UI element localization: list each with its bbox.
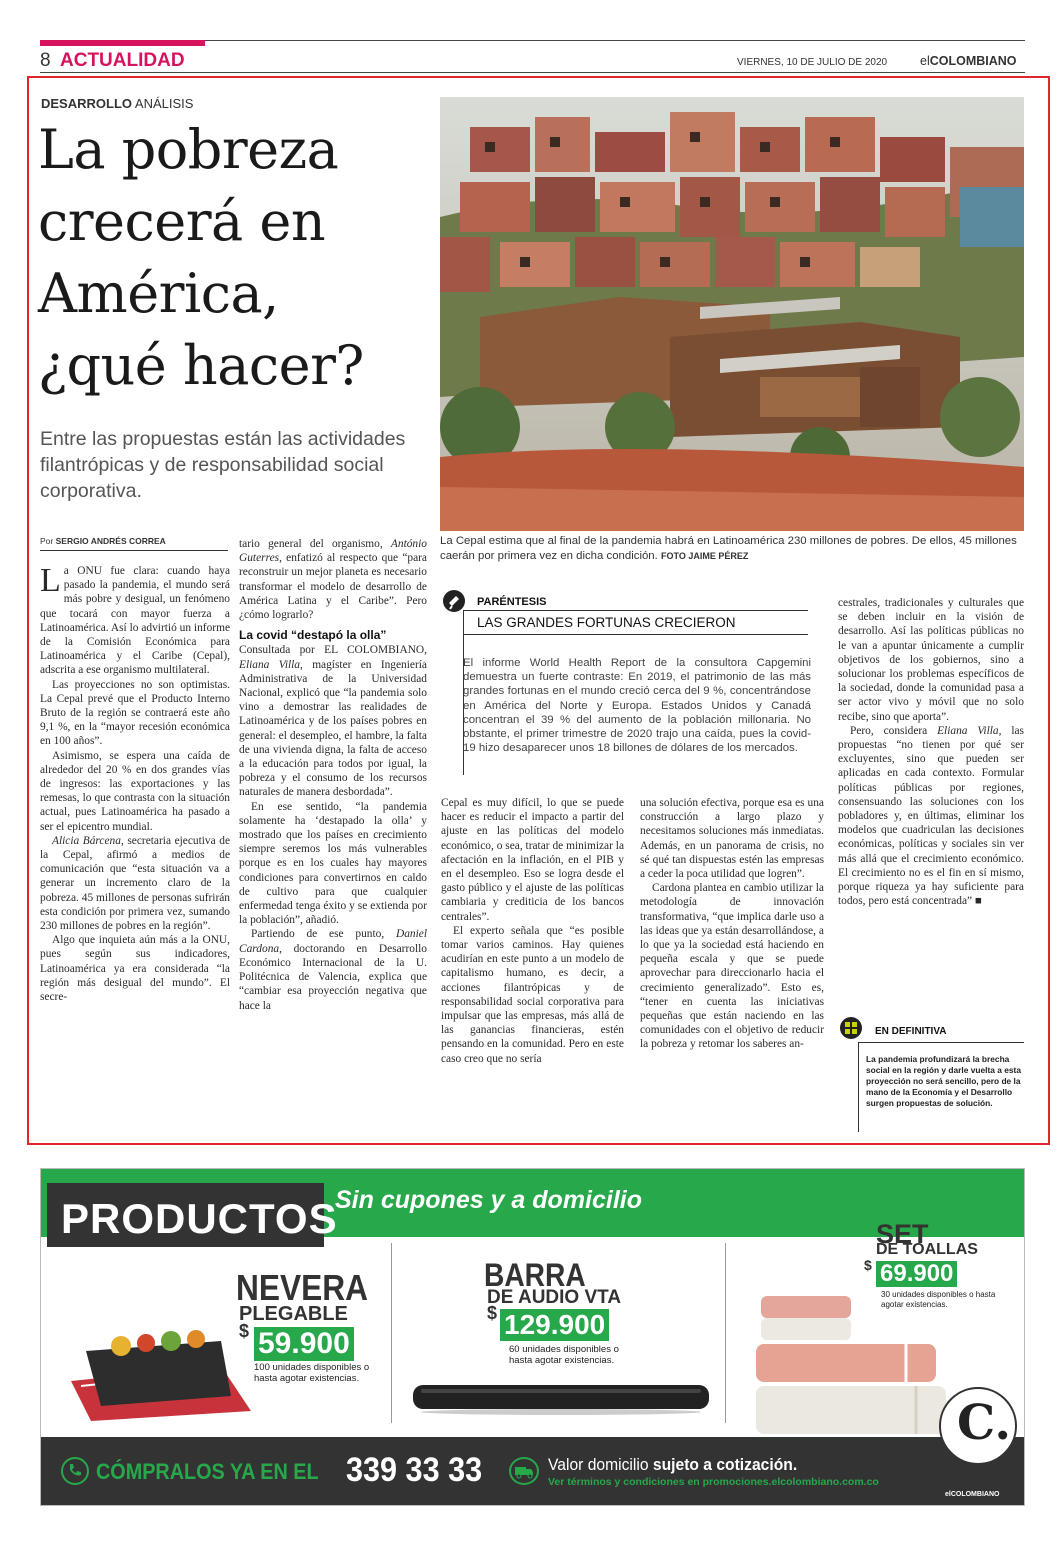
product-barra-audio[interactable] [401,1239,721,1424]
section-name: ACTUALIDAD [60,50,185,71]
kicker-section: DESARROLLO [41,96,132,111]
paragraph: Asimismo, se espera una caída de alrededor del 20 % en dos grandes vías de ingresos: las exportaciones y las remesas, lo que contrasta con la situación actual, pues Latinoamérica ha pasado a ser el epicentro mundial. [40,749,230,833]
ad-divider [391,1243,392,1423]
ad-cta: CÓMPRALOS YA EN EL [96,1459,319,1484]
headline-line: crecerá en [38,190,326,253]
photo-credit: FOTO JAIME PÉREZ [660,551,749,561]
header-date: VIERNES, 10 DE JULIO DE 2020 [737,57,888,68]
drop-cap: L [40,564,61,599]
product-name: SET [876,1219,929,1249]
article-photo [440,97,1024,531]
definitiva-vertical-rule [858,1042,859,1132]
delivery-truck-icon [509,1457,539,1485]
photo-caption [440,534,1024,564]
byline-prefix: Por [40,536,54,546]
header-brand [920,54,1017,68]
person-name: Alicia Bárcena [52,834,121,847]
product-currency: $ [864,1257,872,1273]
sidebar-parentesis [441,590,811,775]
product-stock: 30 unidades disponibles o hasta agotar existencias. [881,1290,996,1309]
kicker-type: ANÁLISIS [134,96,194,111]
paragraph: Cardona plantea en cambio utilizar la metodología de innovación transformativa, “que implica darle uso a las ideas que ya están desarrollándose, a lo que ya la sociedad está haciendo en pequeña escala y que se puede aprovechar para direccionarlo hacia el crecimiento generalizado”. Esto es, “tener en cuenta las iniciativas pequeñas que están naciendo en las comunidades con el objetivo de reducir la pobreza y retomar los saberes an- [640,882,824,1051]
article-column-5 [838,596,1024,996]
paragraph: , las propuestas “no tienen por qué ser excluyentes, sino que pueden ser aplicadas en cada contexto. Formular políticas públicas por regiones, consensuando las soluciones con los pobladores y, en últimas, eliminar los modelos que cuadriculan las decisiones económicas, políticas y sociales sin ver más allá que el crecimiento económico. El crecimiento no es el fin en sí mismo, porque riqueza ya hay suficiente para todos, pero está concentrada” [838,724,1024,908]
paragraph: Algo que inquieta aún más a la ONU, pues según sus indicadores, Latinoamérica ya era considerada “la región más desigual del mundo”. El secre- [40,934,230,1004]
product-subname: PLEGABLE [239,1303,348,1325]
product-subname: DE AUDIO VTA [487,1287,622,1308]
paragraph: , enfatizó al respecto que “para reconstruir un mejor planeta es necesario transformar el modelo de desarrollo de América Latina y el Caribe”. Pero ¿cómo lograrlo? [239,552,427,622]
person-name: Eliana Villa [937,724,999,737]
article-column-3 [441,796,624,1134]
paragraph: Las proyecciones no son optimistas. La Cepal prevé que el Producto Interno Bruto de la región se contraerá este año 9,1 %, en la “mayor recesión económica en 100 años”. [40,678,230,748]
definitiva-body: La pandemia profundizará la brecha social en la región y darle vuelta a esta proyección no será sencillo, pero de la mano de la Economía y el Desarrollo surgen propuestas de solución. [866,1054,1022,1108]
headline-line: América, [38,262,279,325]
cooler-image [71,1311,251,1421]
product-currency: $ [487,1303,498,1323]
megaphone-icon [443,590,465,612]
definitiva-label: EN DEFINITIVA [875,1026,947,1037]
towels-image [756,1294,966,1439]
paragraph: , secretaria ejecutiva de la Cepal, afirmó a medios de comunicación que “esta situación va a generar un incremento claro de la pobreza. 45 millones de personas sufrirán esta condición por primera vez, sumando 230 millones de pobres en la región”. [40,834,230,933]
paragraph: En ese sentido, “la pandemia solamente ha ‘destapado la olla’ y mostrado que los países en crecimiento siempre seremos los más vulnerables porque es en los cuales hay mayores condiciones para convertirnos en caldo de cultivo para que cualquier enfermedad tenga éxito y se extienda por la población”, añadió. [239,800,427,927]
byline-author: SERGIO ANDRÉS CORREA [55,536,166,546]
product-currency: $ [239,1321,250,1341]
paragraph: Partiendo de ese punto, [251,928,396,941]
product-nevera[interactable] [51,1239,386,1424]
header-section-bar [40,40,205,46]
product-subname: DE TOALLAS [876,1241,978,1258]
headline-line: La pobreza [38,118,339,181]
paragraph: tario general del organismo, [239,538,391,550]
person-name: Eliana Villa [239,658,301,671]
product-name: NEVERA [236,1267,369,1308]
sidebar-label: PARÉNTESIS [477,596,547,608]
header-bottom-rule [40,72,1025,73]
en-definitiva-box [838,1017,1024,1132]
byline [40,536,228,551]
brand-prefix: el [920,54,930,68]
paragraph: Cepal es muy difícil, lo que se puede hacer es reducir el impacto a partir del ajuste en las políticas del modelo económico, o sea, tratar de minimizar la afectación en la inflación, en el PIB y en el desempleo. Eso se logra desde el gasto público y el ajuste de las políticas cambiaria y crediticia de los bancos centrales”. [441,797,624,923]
soundbar-image [411,1379,711,1415]
person-name: António Guterres [239,538,427,565]
ad-title: PRODUCTOS [47,1183,324,1247]
sidebar-body: El informe World Health Report de la consultora Capgemini demuestra un fuerte contraste: En 2019, el patrimonio de las más grandes fortunas en el mundo creció cerca del 9 %, concentrándose en América del Norte y Europa. Estados Unidos y Canadá concentran el 39 % del aumento de la población millonaria. No obstante, el primer trimestre de 2020 trajo una caída, pues la covid-19 hizo desaparecer unos 18 billones de dólares de los mercados. [463,657,811,755]
sidebar-rule [463,610,808,611]
ad-terms[interactable]: Ver términos y condiciones en promociones.elcolombiano.com.co [548,1476,879,1488]
delivery-text: Valor domicilio [548,1455,653,1474]
article-kicker [41,96,193,111]
end-mark: ■ [974,895,982,908]
ad-divider [725,1243,726,1423]
product-stock: 100 unidades disponibles o hasta agotar existencias. [254,1362,370,1384]
page-number: 8 [40,50,51,71]
paragraph: Pero, considera [850,724,938,737]
slum-houses-photo [440,97,1024,531]
article-column-2 [239,537,427,1134]
sidebar-rule [463,634,808,635]
sidebar-title: LAS GRANDES FORTUNAS CRECIERON [477,615,736,630]
paragraph: a ONU fue clara: cuando haya pasado la pandemia, el mundo será más pobre y desigual, un fenómeno que tocará con mayor fuerza a Latinoamérica. Así lo advirtió un informe de la Comisión Económica para Latinoamérica y el Caribe (Cepal), adscrita a ese organismo multilateral. [40,565,230,677]
article-deck: Entre las propuestas están las actividades filantrópicas y de responsabilidad social corporativa. [40,428,406,502]
brand-name: COLOMBIANO [929,54,1017,68]
product-price: 69.900 [876,1261,957,1287]
subhead: La covid “destapó la olla” [239,628,387,643]
delivery-emph: sujeto a cotización. [652,1455,798,1474]
product-price: 59.900 [254,1327,354,1361]
puzzle-icon [840,1017,862,1039]
product-name: BARRA [484,1257,586,1293]
definitiva-rule [858,1042,1024,1043]
person-name: Daniel Cardona [239,928,427,955]
paragraph: El experto señala que “es posible tomar varios caminos. Hay quienes acudirían en este punto a un modelo de capitalismo humano, es decir, a acciones filantrópicas y de responsabilidad social corporativa para impulsar que las empresas, más allá de las ganancias financieras, estén pensando en la comunidad. Pero en este caso creo que no sería [441,924,624,1065]
phone-icon [61,1457,89,1485]
paragraph: una solución efectiva, porque esa es una construcción a largo plazo y necesitamos soluciones más inmediatas. Además, en un panorama de crisis, no sé qué tan dispuestas estén las empresas a ceder la poca utilidad que logren”. [640,797,824,881]
ad-phone[interactable]: 339 33 33 [346,1451,483,1489]
ad-logo-text: elCOLOMBIANO [945,1491,1000,1498]
headline [38,114,364,402]
product-price: 129.900 [500,1309,609,1341]
ad-delivery [548,1455,797,1475]
article-column-1 [40,564,230,1134]
paragraph: cestrales, tradicionales y culturales que se deben incluir en la visión de desarrollo. Así las políticas públicas no le van a apuntar únicamente a cumplir objetivos de los gobiernos, sino a solucionar los problemas específicos de la sociedad, donde la comunidad pasa a ser actor vivo y móvil que no solo recibe, sino que aporta”. [838,597,1024,723]
ad-logo-letter: C. [957,1395,1012,1451]
ad-tagline: Sin cupones y a domicilio [335,1186,643,1214]
paragraph: , doctorando en Desarrollo Económico Internacional de la U. Politécnica de Valencia, explica que “cambiar esa proyección negativa que hace la [239,942,427,1012]
paragraph: , magíster en Ingeniería Administrativa de la Universidad Nacional, explicó que “la pandemia solo vino a demostrar las realidades de Latinoamérica y de los países pobres en general: el desempleo, el hambre, la falta de una vivienda digna, la falta de acceso a la educación para todos por igual, la pobreza y el consumo de los recursos naturales de manera desbordada”. [239,658,427,799]
product-stock: 60 unidades disponibles o hasta agotar existencias. [509,1344,619,1366]
paragraph: Consultada por EL COLOMBIANO, [239,644,427,657]
ad-banner [40,1168,1025,1506]
headline-line: ¿qué hacer? [38,334,364,397]
caption-text: La Cepal estima que al final de la pandemia habrá en Latinoamérica 230 millones de pobres. De ellos, 45 millones caerán por primera vez en dicha condición. [440,535,1017,562]
article-column-4 [640,796,824,1134]
